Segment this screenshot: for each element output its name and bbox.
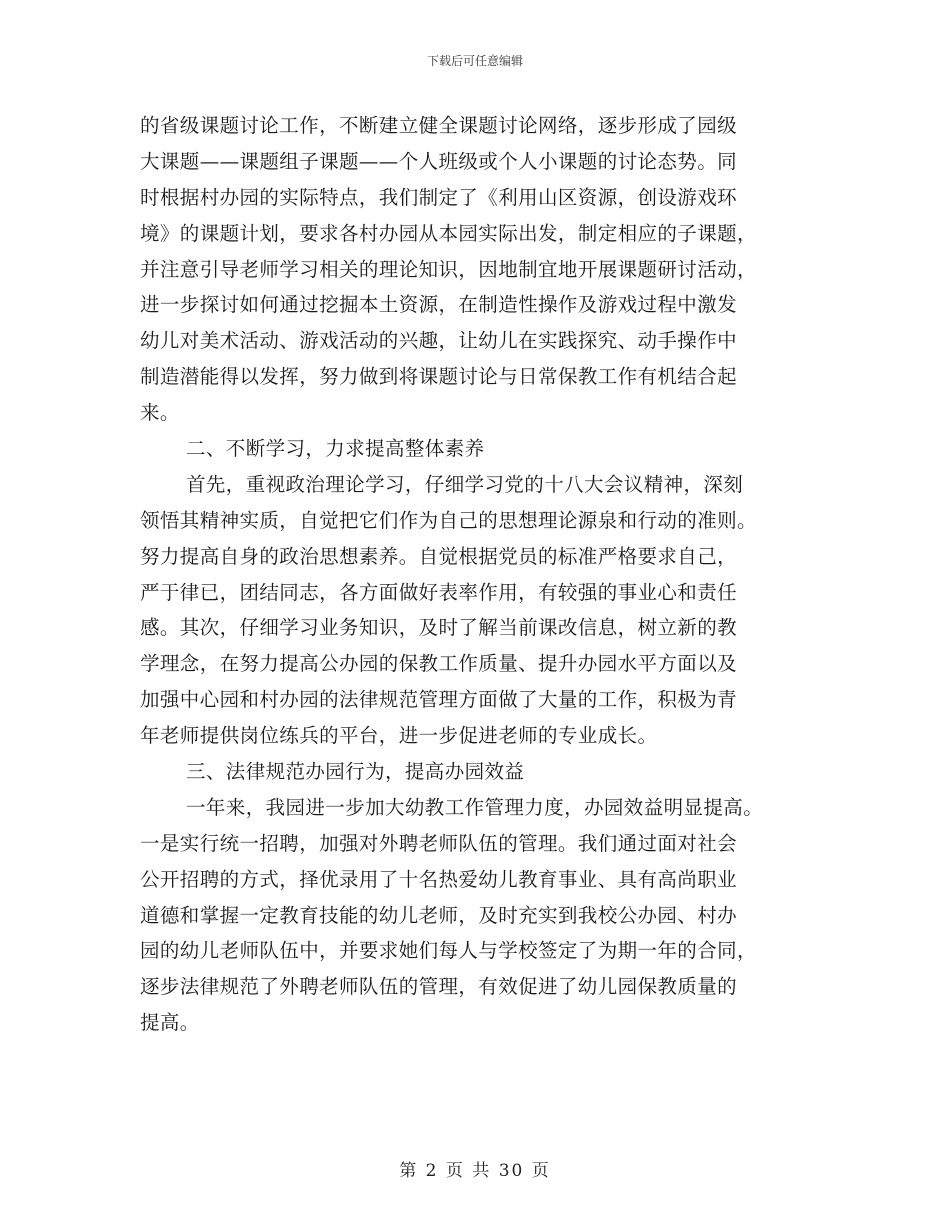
- text-line: 园的幼儿老师队伍中，并要求她们每人与学校签定了为期一年的合同，: [140, 939, 757, 963]
- text-line: 大课题——课题组子课题——个人班级或个人小课题的讨论态势。同: [140, 149, 738, 173]
- text-line: 制造潜能得以发挥，努力做到将课题讨论与日常保教工作有机结合起: [140, 365, 738, 389]
- text-line: 并注意引导老师学习相关的理论知识，因地制宜地开展课题研讨活动，: [140, 257, 757, 281]
- text-line: 一是实行统一招聘，加强对外聘老师队伍的管理。我们通过面对社会: [140, 831, 738, 855]
- text-line: 努力提高自身的政治思想素养。自觉根据党员的标准严格要求自己，: [140, 544, 738, 568]
- text-line: 提高。: [140, 1011, 200, 1035]
- text-line: 公开招聘的方式，择优录用了十名热爱幼儿教育事业、具有高尚职业: [140, 867, 738, 891]
- page-footer-number: 第 2 页 共 30 页: [399, 1161, 551, 1181]
- text-line: 来。: [140, 401, 180, 425]
- text-line: 逐步法律规范了外聘老师队伍的管理，有效促进了幼儿园保教质量的: [140, 975, 738, 999]
- text-line: 时根据村办园的实际特点，我们制定了《利用山区资源，创设游戏环: [140, 185, 738, 209]
- text-line: 严于律已，团结同志，各方面做好表率作用，有较强的事业心和责任: [140, 580, 738, 604]
- text-line: 一年来，我园进一步加大幼教工作管理力度，办园效益明显提高。: [186, 795, 764, 819]
- text-line: 的省级课题讨论工作，不断建立健全课题讨论网络，逐步形成了园级: [140, 114, 738, 137]
- page-header-note: 下载后可任意编辑: [426, 54, 523, 68]
- text-line: 感。其次，仔细学习业务知识，及时了解当前课改信息，树立新的教: [140, 616, 738, 640]
- text-line: 道德和掌握一定教育技能的幼儿老师，及时充实到我校公办园、村办: [140, 903, 738, 927]
- text-line: 幼儿对美术活动、游戏活动的兴趣，让幼儿在实践探究、动手操作中: [140, 329, 738, 353]
- document-body: [140, 108, 820, 1041]
- text-line: 首先，重视政治理论学习，仔细学习党的十八大会议精神，深刻: [186, 472, 744, 496]
- text-line: 进一步探讨如何通过挖掘本土资源，在制造性操作及游戏过程中激发: [140, 293, 738, 317]
- text-line: 加强中心园和村办园的法律规范管理方面做了大量的工作，积极为青: [140, 688, 738, 712]
- text-line: 领悟其精神实质，自觉把它们作为自己的思想理论源泉和行动的准则。: [140, 508, 757, 532]
- text-line: 学理念，在努力提高公办园的保教工作质量、提升办园水平方面以及: [140, 652, 738, 676]
- text-line: 年老师提供岗位练兵的平台，进一步促进老师的专业成长。: [140, 724, 658, 748]
- text-line: 二、不断学习，力求提高整体素养: [186, 437, 485, 461]
- text-line: 境》的课题计划，要求各村办园从本园实际出发，制定相应的子课题，: [140, 221, 757, 245]
- text-line: 三、法律规范办园行为，提高办园效益: [186, 760, 525, 784]
